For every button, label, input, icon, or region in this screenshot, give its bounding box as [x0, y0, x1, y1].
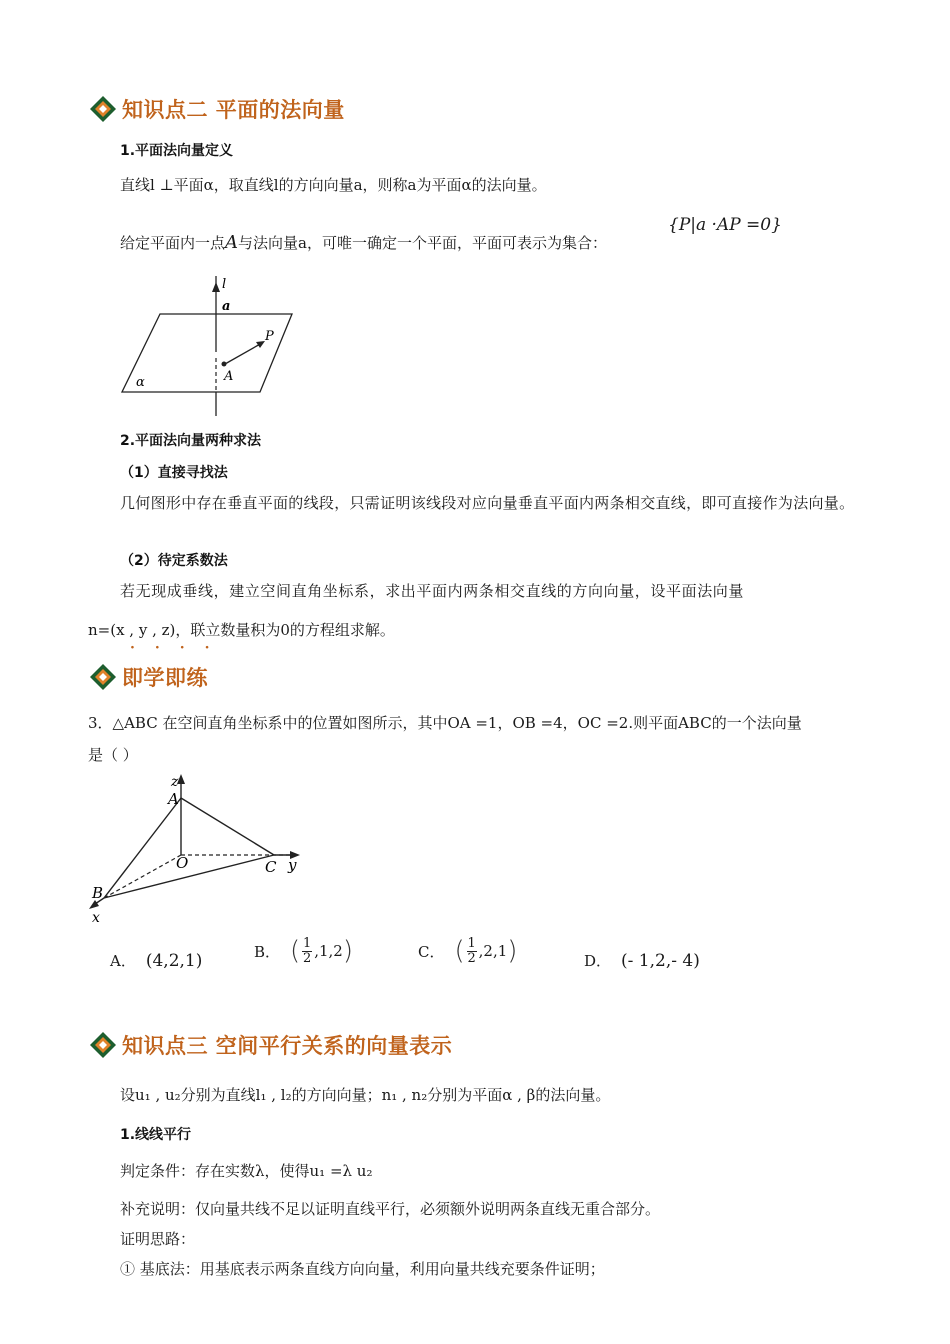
axis-label-x: x — [92, 910, 100, 926]
point-label: A — [225, 232, 239, 253]
option-label: B． — [254, 942, 281, 961]
section-heading-k2 — [88, 92, 345, 126]
method-1-text: 几何图形中存在垂直平面的线段，只需证明该线段对应向量垂直平面内两条相交直线，即可直接作为法向量。 — [120, 494, 855, 512]
definition-line-2 — [120, 232, 607, 254]
section-heading-practice — [88, 660, 208, 694]
option-d[interactable] — [584, 950, 700, 971]
numerator: 1 — [467, 935, 476, 951]
set-expression: {P|a ·AP =0} — [668, 215, 782, 235]
option-value: (4,2,1) — [145, 950, 203, 971]
diamond-bullet-icon — [88, 94, 118, 124]
method-1-title: （1）直接寻找法 — [120, 465, 228, 481]
supplementary-note: 补充说明：仅向量共线不足以证明直线平行，必须额外说明两条直线无重合部分。 — [120, 1200, 661, 1218]
subheading-methods: 2.平面法向量两种求法 — [120, 433, 262, 449]
option-value: (- 1,2,- 4) — [621, 950, 700, 971]
option-rest: ,1,2 — [314, 942, 343, 960]
label-A: A — [224, 369, 234, 384]
section-title: 知识点二 平面的法向量 — [122, 98, 345, 122]
option-b[interactable] — [254, 936, 353, 966]
subheading-line-parallel: 1.线线平行 — [120, 1127, 192, 1143]
point-label-B: B — [92, 884, 104, 902]
method-2-title: （2）待定系数法 — [120, 553, 228, 569]
right-paren: ) — [342, 936, 353, 966]
question-number: 3． — [88, 714, 113, 732]
parallel-condition: 判定条件：存在实数λ，使得u₁ =λ u₂ — [120, 1162, 373, 1180]
option-a[interactable] — [110, 950, 202, 971]
numerator: 1 — [303, 935, 312, 951]
option-c[interactable] — [418, 936, 517, 966]
text-segment: 给定平面内一点 — [120, 234, 226, 252]
point-label-A: A — [168, 790, 179, 808]
section-title: 即学即练 — [122, 666, 208, 690]
proof-item-1: ① 基底法：用基底表示两条直线方向向量，利用向量共线充要条件证明； — [120, 1260, 605, 1278]
section-heading-k3 — [88, 1028, 452, 1062]
right-paren: ) — [507, 936, 518, 966]
triangle-axes-figure — [84, 770, 314, 926]
method-2-text-2: n=(x , y , z)，联立数量积为0的方程组求解。 — [88, 621, 395, 639]
label-a: a — [222, 299, 231, 314]
option-label: A． — [110, 952, 136, 970]
axis-label-z: z — [171, 774, 179, 790]
section-title: 知识点三 空间平行关系的向量表示 — [122, 1034, 453, 1058]
axis-label-y: y — [288, 856, 297, 874]
label-l: l — [222, 277, 227, 292]
question-stem: △ABC 在空间直角坐标系中的位置如图所示，其中OA =1，OB =4，OC =2.则平面ABC的一个法向量 — [112, 714, 802, 732]
fraction — [302, 937, 312, 966]
label-P: P — [265, 329, 274, 344]
left-paren: ( — [290, 936, 301, 966]
denominator: 2 — [303, 950, 312, 966]
option-label: C． — [418, 942, 445, 961]
diamond-bullet-icon — [88, 1030, 118, 1060]
proof-heading: 证明思路： — [120, 1230, 196, 1248]
label-alpha: α — [136, 375, 145, 390]
method-2-text-1: 若无现成垂线，建立空间直角坐标系，求出平面内两条相交直线的方向向量，设平面法向量 — [120, 582, 745, 600]
emphasis-dots: ···· — [130, 640, 230, 656]
question-stem-line-1 — [88, 712, 802, 734]
fraction — [467, 937, 477, 966]
definition-line: 直线l ⊥平面α，取直线l的方向向量a，则称a为平面α的法向量。 — [120, 176, 547, 194]
subheading-definition: 1.平面法向量定义 — [120, 143, 234, 159]
point-label-O: O — [176, 854, 189, 872]
left-paren: ( — [454, 936, 465, 966]
point-label-C: C — [265, 858, 277, 876]
denominator: 2 — [467, 950, 476, 966]
plane-normal-figure — [110, 268, 310, 420]
diamond-bullet-icon — [88, 662, 118, 692]
text-segment: 与法向量a，可唯一确定一个平面，平面可表示为集合： — [238, 234, 607, 252]
option-label: D． — [584, 952, 612, 970]
option-rest: ,2,1 — [478, 942, 508, 960]
question-stem-line-2: 是（ ） — [88, 746, 138, 764]
k3-intro: 设u₁ , u₂分别为直线l₁ , l₂的方向向量；n₁ , n₂分别为平面α , β的法向量。 — [120, 1086, 611, 1104]
